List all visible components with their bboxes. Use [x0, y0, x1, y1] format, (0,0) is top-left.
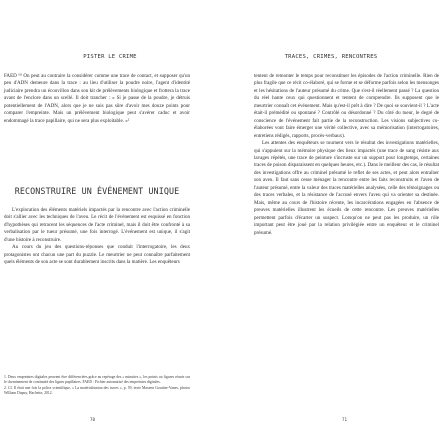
left-paragraph-1: FAED ¹⁰ On peut au contraire la considérer comme une trace de contact, et supposer qu'un peu d'ADN demeure dans la trace : au lieu d'utiliser la poudre noire, l'agent d'identité judiciaire prendra un écouvillon dans son kit de prélèvements biologique et frottera la trace avant de l'enclore dans un scellé. Il doit trancher : « Si je passe de la poudre, je détruis potentiellement de l'ADN, alors que je ne suis pas sûre d'avoir mes douze points pour comparer l'empreinte. Mais un prélèvement biologique peut s'avérer caduc et avoir endommagé la trace papillaire, qui ne sera plus exploitable. »²: [4, 73, 190, 124]
right-text-block: [254, 73, 439, 237]
right-running-head: TRACES, CRIMES, RENCONTRES: [284, 54, 378, 60]
footnote-1: 1. Deux empreintes digitales peuvent être différenciées grâce au repérage des « minuties », les points ou figures réunis sur le cheminement de continuité des lignes papillaires. FAED : Fichier automatisé des empreintes digitales.: [4, 375, 190, 385]
left-section-block: [4, 186, 190, 196]
right-page-number: 71: [342, 417, 348, 422]
left-running-head: PISTER LE CRIME: [83, 54, 137, 60]
left-text-block: [4, 73, 190, 125]
section-title: RECONSTRUIRE UN ÉVÉNEMENT UNIQUE: [14, 186, 180, 196]
left-page: [0, 0, 220, 441]
left-text-block-2: [4, 207, 190, 267]
right-page: [221, 0, 441, 441]
right-paragraph-1: tentent de remonter le temps pour reconstituer les épisodes de l'action criminelle. Rien de plus fragile que ce récit co-élaboré, qui se forme et se déforme parfois selon les mensonges et les hésitations de l'auteur présumé du crime. Que s'est-il réellement passé ? La question du réel hante ceux qui questionnent et tentent de comprendre. Ils supposent que le meurtrier connaît cet événement. Mais qu'est-il prêt à dire ? De quoi se souvient-il ? L'acte était-il prémédité ou spontané ? Contrôlé ou désordonné ? Du côté du tueur, le degré de conscience de l'événement fait partie de la reconstruction. Les visions subjectives co-élaborées vont faire émerger une vérité collective, avec sa mémorisation (interrogatoires, entretiens rédigés, rapports, procès-verbaux).: [254, 73, 439, 139]
right-paragraph-2: Les attentes des enquêteurs se tournent vers le résultat des investigations matérielles, qui s'appuient sur la mémoire physique des lieux impactés (une trace de sang résiste aux lavages répétés, une trace de peinture s'incruste sur un support pour longtemps, certaines traces de poison disparaissent en quelques heures, etc.). Dans le meilleur des cas, le résultat des investigations offre au criminel présumé le reflet de ses actes, et peut alors entraîner son aveu. Il faut sans cesse ménager la rencontre entre les faits reconstruits et l'aveu de l'auteur présumé, entre la valeur des traces matérielles analysées, celle des témoignages ou des traces verbales, et la résistance de l'accusé envers l'aveu qui va orienter sa destinée. Mais, même au cours de l'histoire récente, les incarcérations engagées en l'absence de preuves matérielles illustrent les écueils de cette rencontre. Les preuves matérielles permettent parfois d'écarter un suspect. Lorsqu'on ne peut pas les produire, un rôle important peut être joué par la relation privilégiée entre un enquêteur et le criminel présumé.: [254, 140, 439, 236]
footnotes: [4, 375, 190, 396]
left-page-number: 70: [90, 417, 96, 422]
left-paragraph-3: Au cours du jeu des questions-réponses que conduit l'interrogatoire, les deux protagonistes ont chacun une part du puzzle. Le meurtrier ne peut connaître parfaitement quels éléments de son acte se sont durablement inscrits dans la matière. Les enquêteurs: [4, 244, 190, 266]
left-paragraph-2: L'exploration des éléments matériels impactés par la rencontre avec l'action criminelle doit s'allier avec les techniques de l'aveu. Le récit de l'événement est esquissé en fonction d'hypothèses qui retracent les séquences de l'acte criminel, mais il doit être confronté à sa verbalisation par le tueur présumé, une fois interrogé. L'événement est unique, il s'agit d'une histoire à reconstruire.: [4, 207, 190, 243]
footnote-2: 2. Cf. Il était une fois la police scientifique, « La matérialisation des traces », p. 59, texte Maxeen Gouttier-Vanes, photos William Dupuy, Hachette, 2012.: [4, 385, 190, 395]
